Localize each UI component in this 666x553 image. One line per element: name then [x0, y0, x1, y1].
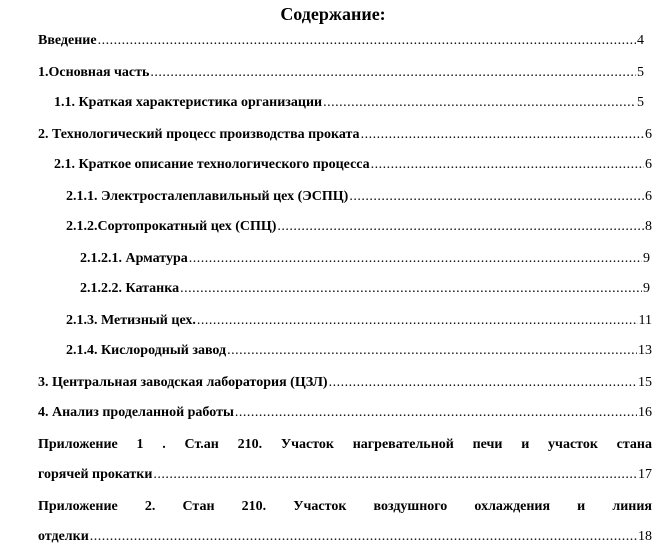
toc-entry-label: отделки — [38, 529, 89, 544]
toc-dot-leader — [323, 94, 636, 112]
toc-dot-leader — [150, 64, 636, 82]
toc-dot-leader — [235, 404, 637, 422]
toc-dot-leader — [349, 188, 644, 206]
toc-page-number: 8 — [645, 219, 652, 234]
toc-entry-label: 2.1.4. Кислородный завод — [66, 343, 227, 358]
toc-entry-label: 2.1.2.Сортопрокатный цех (СПЦ) — [66, 219, 277, 234]
toc-page-number: 6 — [645, 127, 652, 142]
toc-entry-analysis — [38, 404, 652, 422]
toc-dot-leader — [227, 342, 637, 360]
toc-entry-label: 2.1.2.2. Катанка — [80, 281, 180, 296]
toc-dot-leader — [153, 466, 637, 484]
toc-page-number: 17 — [638, 467, 652, 482]
toc-entry-main-part — [38, 64, 644, 82]
toc-page-number: 5 — [637, 95, 644, 110]
toc-entry-tech-process — [38, 126, 652, 144]
toc-entry-process-description — [54, 156, 652, 174]
toc-entry-label: Введение — [38, 33, 97, 48]
toc-page-number: 9 — [643, 281, 650, 296]
toc-entry-label: горячей прокатки — [38, 467, 153, 482]
toc-entry-label: 1.1. Краткая характеристика организации — [54, 95, 323, 110]
toc-entry-rebar — [80, 250, 650, 268]
toc-entry-oxygen-plant — [66, 342, 652, 360]
toc-page-number: 4 — [637, 33, 644, 48]
toc-entry-appendix-2 — [38, 528, 652, 546]
toc-entry-appendix-1-line-1: Приложение 1 . Ст.ан 210. Участок нагревательной печи и участок стана — [38, 437, 652, 452]
toc-dot-leader — [180, 280, 642, 298]
toc-dot-leader — [197, 312, 638, 330]
toc-page-number: 18 — [638, 529, 652, 544]
toc-page-number: 9 — [643, 251, 650, 266]
toc-entry-introduction — [38, 32, 644, 50]
toc-page-number: 6 — [645, 189, 652, 204]
toc-page-number: 6 — [645, 157, 652, 172]
toc-entry-organization — [54, 94, 644, 112]
toc-dot-leader — [361, 126, 644, 144]
toc-entry-hardware-shop — [66, 312, 652, 330]
toc-entry-label: 2.1. Краткое описание технологического процесса — [54, 157, 370, 172]
toc-page-number: 15 — [638, 375, 652, 390]
toc-dot-leader — [277, 218, 644, 236]
toc-entry-spc — [66, 218, 652, 236]
toc-dot-leader — [189, 250, 642, 268]
toc-entry-label: 2.1.3. Метизный цех. — [66, 313, 196, 328]
toc-entry-label: 2. Технологический процесс производства проката — [38, 127, 360, 142]
toc-entry-label: 2.1.2.1. Арматура — [80, 251, 188, 266]
toc-entry-label: 3. Центральная заводская лаборатория (ЦЗЛ) — [38, 375, 328, 390]
toc-page-number: 16 — [638, 405, 652, 420]
toc-entry-label: 4. Анализ проделанной работы — [38, 405, 234, 420]
toc-page-number: 13 — [638, 343, 652, 358]
toc-dot-leader — [329, 374, 637, 392]
toc-entry-espc — [66, 188, 652, 206]
toc-entry-appendix-1 — [38, 466, 652, 484]
toc-page-number: 11 — [638, 313, 652, 328]
toc-entry-central-lab — [38, 374, 652, 392]
toc-entry-label: 1.Основная часть — [38, 65, 150, 80]
toc-entry-appendix-2-line-1: Приложение 2. Стан 210. Участок воздушного охлаждения и линия — [38, 499, 652, 514]
toc-dot-leader — [371, 156, 644, 174]
toc-dot-leader — [90, 528, 637, 546]
toc-page-number: 5 — [637, 65, 644, 80]
toc-entry-wire-rod — [80, 280, 650, 298]
toc-entry-label: 2.1.1. Электросталеплавильный цех (ЭСПЦ) — [66, 189, 349, 204]
toc-dot-leader — [98, 32, 636, 50]
toc-title: Содержание: — [280, 4, 386, 24]
